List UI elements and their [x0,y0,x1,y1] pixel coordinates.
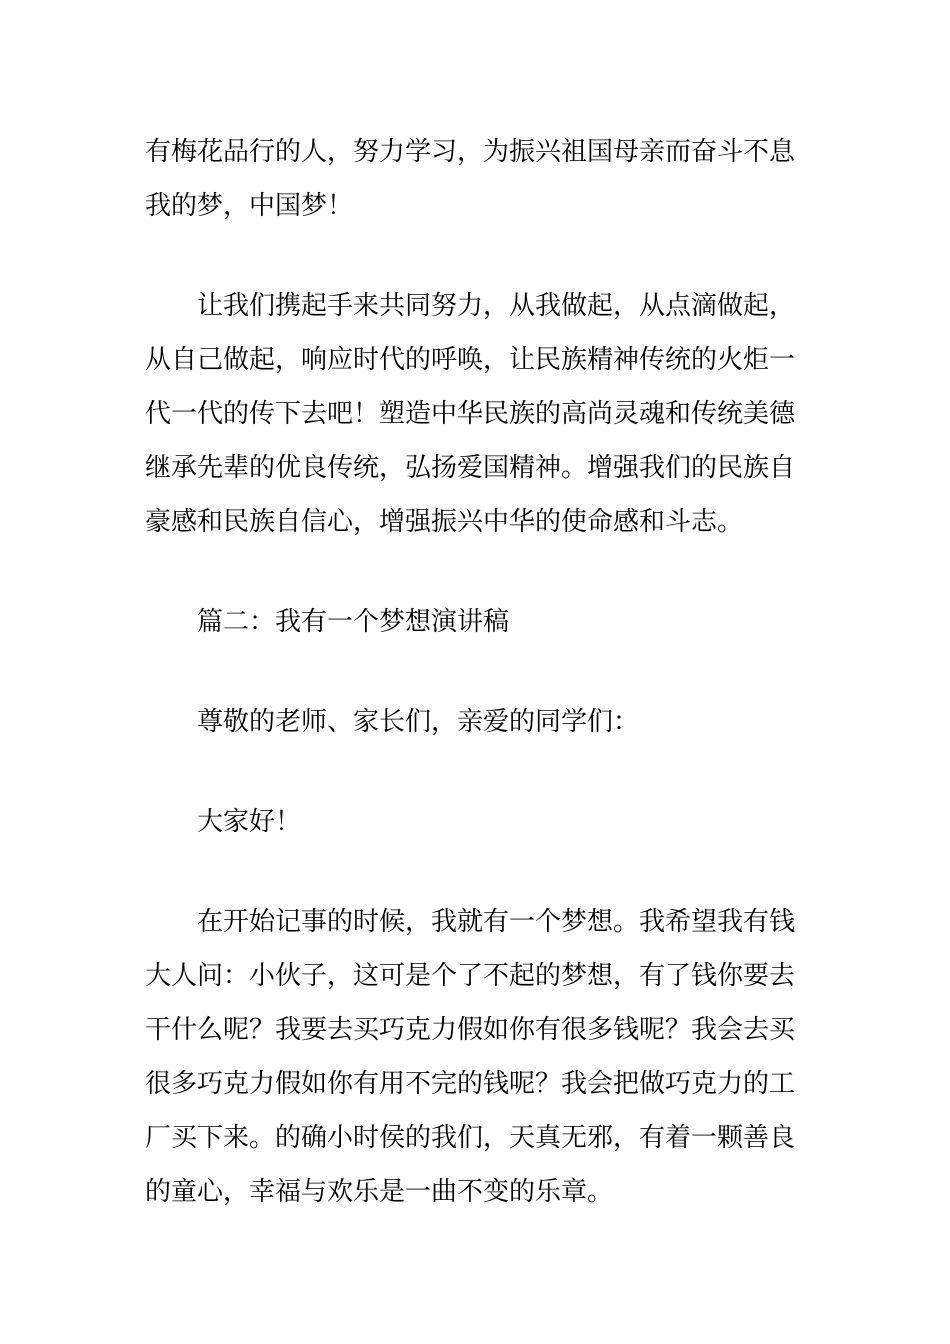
salutation [145,695,805,749]
paragraph-gap [145,749,805,795]
text-line: 让我们携起手来共同努力，从我做起，从点滴做起， [197,291,796,321]
paragraph-call-to-action [145,279,805,549]
paragraph-gap [145,233,805,279]
text-line: 在开始记事的时候，我就有一个梦想。我希望我有钱 [197,907,796,937]
paragraph-gap [145,649,805,695]
text-line: 干什么呢？我要去买巧克力假如你有很多钱呢？我会去买 [145,1015,796,1045]
text-line: 从自己做起，响应时代的呼唤，让民族精神传统的火炬一 [145,345,796,375]
text-line: 厂买下来。的确小时侯的我们，天真无邪，有着一颗善良 [145,1123,796,1153]
paragraph-childhood-dream [145,895,805,1219]
paragraph-continuation [145,125,805,233]
paragraph-gap [145,849,805,895]
text-line: 豪感和民族自信心，增强振兴中华的使命感和斗志。 [145,507,744,537]
text-line: 我的梦，中国梦！ [145,191,354,221]
paragraph-gap [145,549,805,595]
text-line: 很多巧克力假如你有用不完的钱呢？我会把做巧克力的工 [145,1069,796,1099]
text-line: 大家好！ [197,807,302,837]
section-title: 篇二：我有一个梦想演讲稿 [197,607,510,637]
text-line: 尊敬的老师、家长们，亲爱的同学们： [197,707,640,737]
text-line: 有梅花品行的人，努力学习，为振兴祖国母亲而奋斗不息 [145,137,796,167]
text-line: 大人问：小伙子，这可是个了不起的梦想，有了钱你要去 [145,961,796,991]
text-line: 继承先辈的优良传统，弘扬爱国精神。增强我们的民族自 [145,453,796,483]
greeting [145,795,805,849]
text-line: 代一代的传下去吧！塑造中华民族的高尚灵魂和传统美德 [145,399,796,429]
document-body [145,125,805,1219]
section-heading [145,595,805,649]
text-line: 的童心，幸福与欢乐是一曲不变的乐章。 [145,1177,614,1207]
